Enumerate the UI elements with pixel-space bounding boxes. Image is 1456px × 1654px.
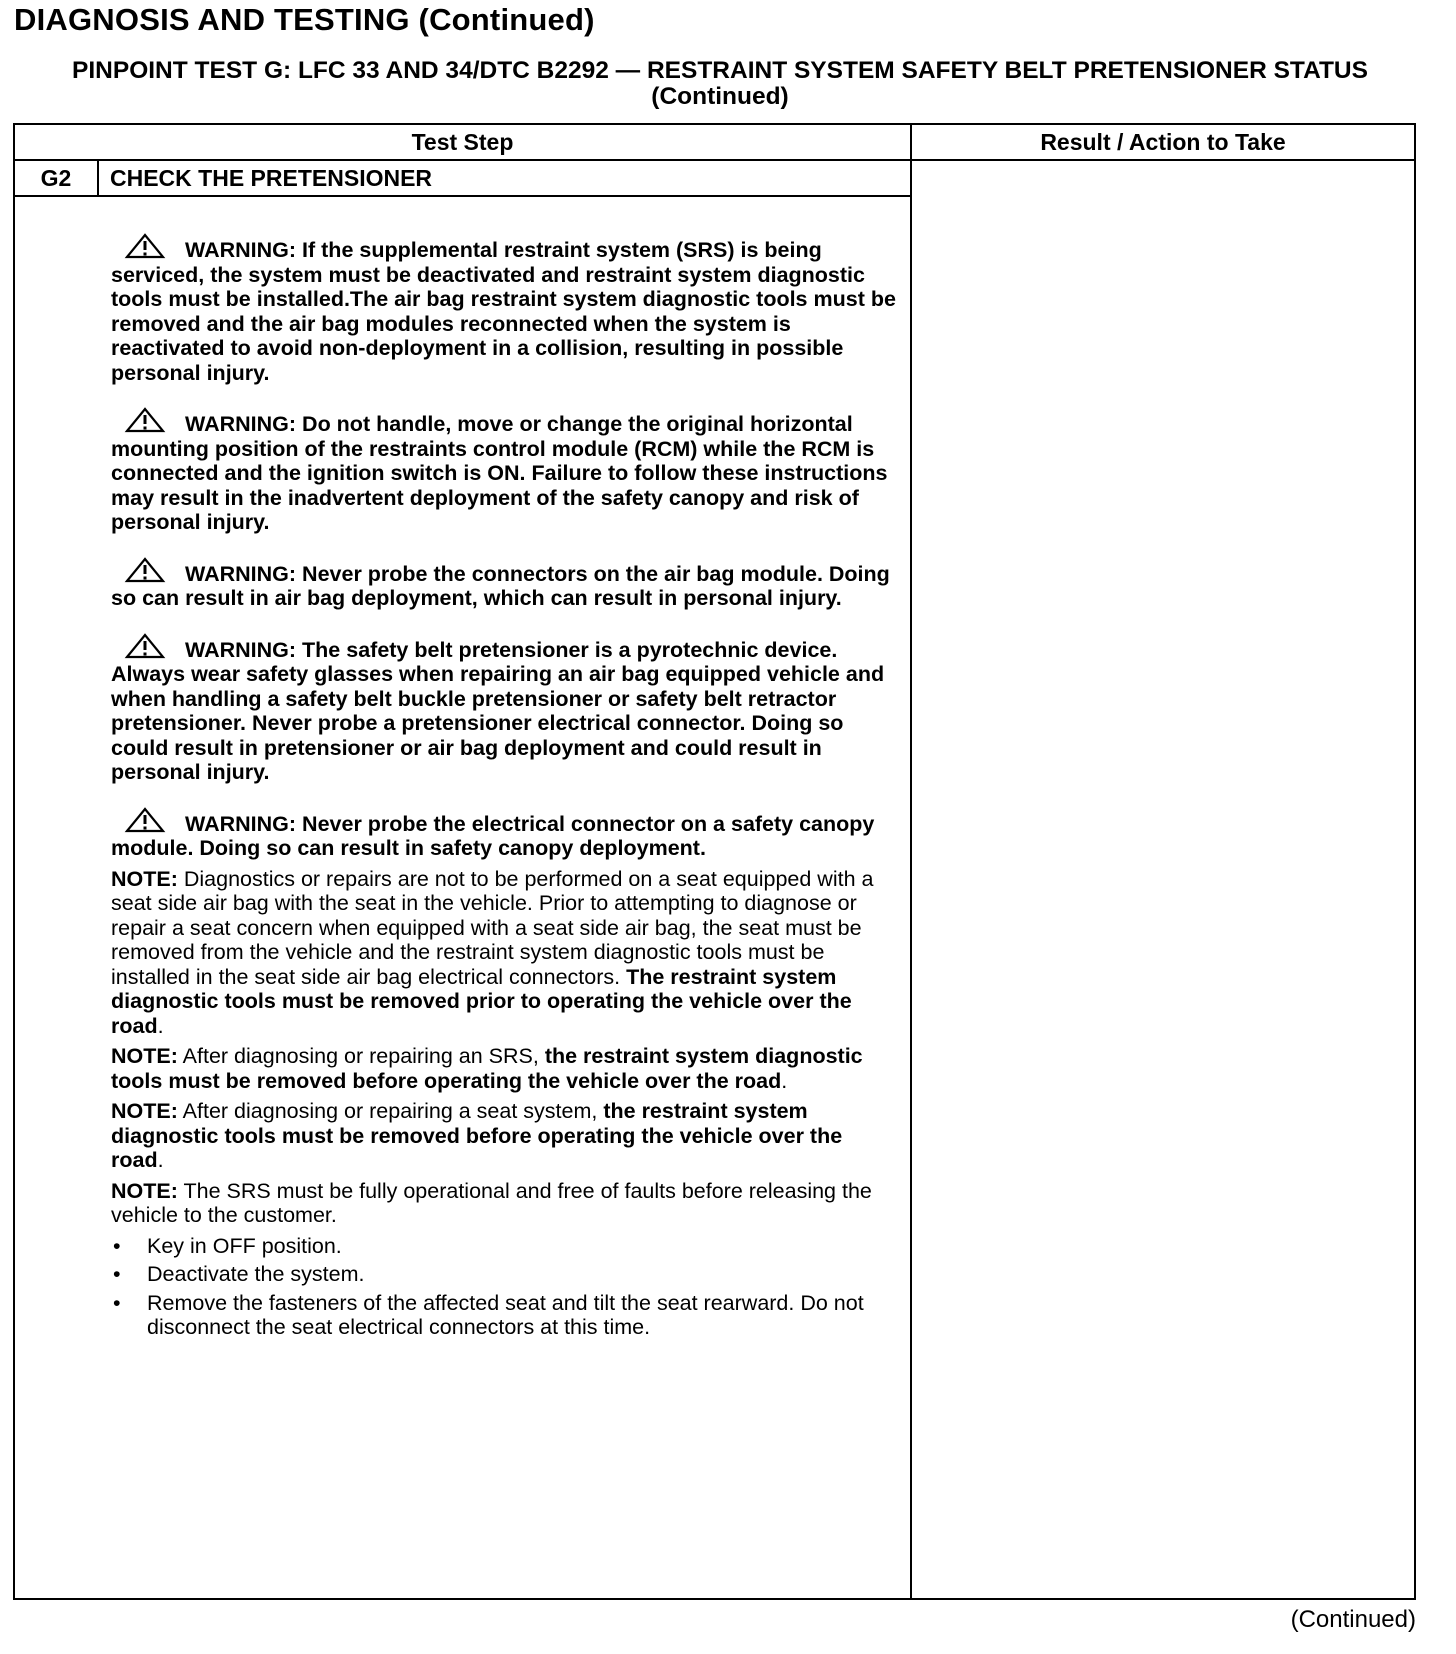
step-title: CHECK THE PRETENSIONER (110, 165, 433, 191)
list-item-text: Remove the fasteners of the affected seat and tilt the seat rearward. Do not disconnect the seat electrical connectors at this time. (147, 1290, 864, 1339)
list-item (111, 1262, 896, 1287)
note-label: NOTE: (111, 1099, 178, 1123)
step-row-divider (15, 195, 910, 197)
step-id-divider (97, 159, 99, 195)
warning-text: WARNING: If the supplemental restraint system (SRS) is being serviced, the system must be deactivated and restraint system diagnostic tools must be installed.The air bag restraint system diagnostic tools must be removed and the air bag modules reconnected when the system is reactivated to avoid non-deployment in a collision, resulting in possible personal injury. (111, 238, 896, 385)
warning-triangle-icon (123, 557, 169, 583)
test-step-header: Test Step (411, 129, 514, 155)
note-text: The SRS must be fully operational and free of faults before releasing the vehicle to the customer. (111, 1178, 872, 1227)
note-label: NOTE: (111, 1044, 178, 1068)
warning-safety-canopy (111, 807, 896, 861)
note-text: After diagnosing or repairing an SRS, (177, 1044, 545, 1068)
note-seat-side-airbag (111, 867, 896, 1039)
list-item-text: Deactivate the system. (147, 1262, 365, 1286)
step-id: G2 (40, 165, 72, 191)
warning-airbag-connectors (111, 557, 896, 611)
note-after-seat-system (111, 1099, 896, 1173)
note-period: . (157, 1148, 164, 1172)
warning-text: WARNING: Do not handle, move or change the original horizontal mounting position of the restraints control module (RCM) while the RCM is connected and the ignition switch is ON. Failure to follow these instructions may result in the inadvertent deployment of the safety canopy and risk of personal injury. (111, 412, 888, 534)
action-list (111, 1234, 896, 1340)
warning-triangle-icon (123, 807, 169, 833)
pinpoint-test-title: PINPOINT TEST G: LFC 33 AND 34/DTC B2292 — RESTRAINT SYSTEM SAFETY BELT PRETENSIONER STATUS (Continued) (72, 57, 1368, 110)
list-item (111, 1291, 896, 1340)
bullet: • (113, 1262, 121, 1286)
note-period: . (781, 1068, 788, 1093)
warning-srs-service (111, 233, 896, 385)
note-label: NOTE: (111, 866, 178, 891)
step-content (111, 233, 896, 1344)
column-divider (910, 125, 912, 1598)
warning-rcm-handling (111, 407, 896, 535)
warning-triangle-icon (123, 633, 169, 659)
note-label: NOTE: (111, 1178, 178, 1203)
continued-label: (Continued) (1290, 1606, 1416, 1633)
test-table (13, 123, 1416, 1600)
result-action-header: Result / Action to Take (1040, 129, 1286, 155)
note-period: . (157, 1013, 164, 1038)
note-emphasis: The restraint system diagnostic tools must be removed prior to operating the vehicle over the road (111, 964, 852, 1038)
note-after-srs (111, 1044, 896, 1093)
note-text: After diagnosing or repairing a seat system, (177, 1099, 604, 1123)
bullet: • (113, 1233, 121, 1258)
warning-triangle-icon (123, 233, 169, 259)
note-emphasis: the restraint system diagnostic tools must be removed before operating the vehicle over the road (111, 1044, 863, 1093)
warning-text: WARNING: Never probe the connectors on the air bag module. Doing so can result in air bag deployment, which can result in personal injury. (111, 561, 890, 610)
warning-pretensioner-pyrotechnic (111, 633, 896, 785)
warning-text: WARNING: Never probe the electrical connector on a safety canopy module. Doing so can result in safety canopy deployment. (111, 811, 875, 860)
note-srs-operational (111, 1179, 896, 1228)
warning-triangle-icon (123, 407, 169, 433)
note-text: Diagnostics or repairs are not to be performed on a seat equipped with a seat side air bag with the seat in the vehicle. Prior to attempting to diagnose or repair a seat concern when equipped with a seat side air bag, the seat must be removed from the vehicle and the restraint system diagnostic tools must be installed in the seat side air bag electrical connectors. (111, 866, 874, 989)
list-item (111, 1234, 896, 1259)
bullet: • (113, 1290, 121, 1315)
list-item-text: Key in OFF position. (147, 1233, 342, 1258)
note-emphasis: the restraint system diagnostic tools must be removed before operating the vehicle over the road (111, 1099, 843, 1172)
page-title: DIAGNOSIS AND TESTING (Continued) (14, 2, 595, 37)
warning-text: WARNING: The safety belt pretensioner is a pyrotechnic device. Always wear safety glasses when repairing an air bag equipped vehicle and when handling a safety belt buckle pretensioner or safety belt retractor pretensioner. Never probe a pretensioner electrical connector. Doing so could result in pretensioner or air bag deployment and could result in personal injury. (111, 637, 885, 784)
